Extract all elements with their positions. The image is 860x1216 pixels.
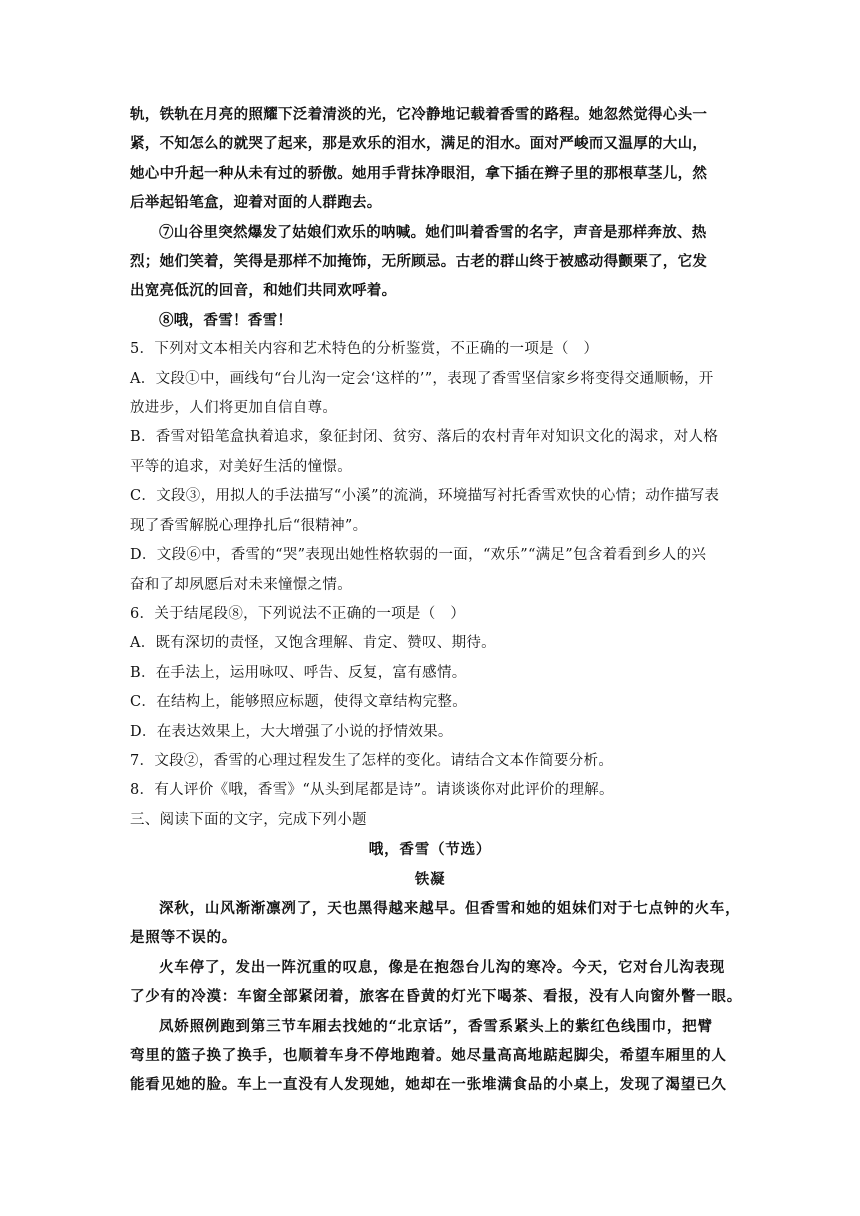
option-c: C．在结构上，能够照应标题，使得文章结构完整。 <box>130 694 467 711</box>
passage-paragraph-6 <box>130 100 730 218</box>
text-line: 紧，不知怎么的就哭了起来，那是欢乐的泪水，满足的泪水。面对严峻而又温厚的大山， <box>130 135 708 153</box>
text-line: 她心中升起一种从未有过的骄傲。她用手背抹净眼泪，拿下插在辫子里的那根草茎儿，然 <box>130 164 708 182</box>
question-6 <box>130 600 730 747</box>
option-a: A．既有深切的责怪，又饱含理解、肯定、赞叹、期待。 <box>130 635 496 652</box>
text-line: 弯里的篮子换了换手，也顺着车身不停地跑着。她尽量高高地踮起脚尖，希望车厢里的人 <box>130 1047 727 1064</box>
option-b: B．在手法上，运用咏叹、呼告、反复，富有感情。 <box>130 664 467 681</box>
question-5 <box>130 335 730 600</box>
article-author: 铁凝 <box>414 870 446 888</box>
text-line: 是照等不误的。 <box>130 929 238 947</box>
option-c-cont: 现了香雪解脱心理挣扎后“很精神”。 <box>130 517 368 534</box>
text-line: ⑦山谷里突然爆发了姑娘们欢乐的呐喊。她们叫着香雪的名字，声音是那样奔放、热 <box>159 223 707 241</box>
option-b: B．香雪对铅笔盒执着追求，象征封闭、贫穷、落后的农村青年对知识文化的渴求，对人格 <box>130 429 719 446</box>
text-line: 了少有的冷漠：车窗全部紧闭着，旅客在昏黄的灯光下喝茶、看报，没有人向窗外瞥一眼。 <box>130 988 742 1006</box>
option-c: C．文段③，用拟人的手法描写“小溪”的流淌，环境描写衬托香雪欢快的心情；动作描写表 <box>130 488 720 505</box>
text-line: 烈；她们笑着，笑得是那样不加掩饰，无所顾忌。古老的群山终于被感动得颤栗了，它发 <box>130 253 708 271</box>
text-line: 火车停了，发出一阵沉重的叹息，像是在抱怨台儿沟的寒冷。今天，它对台儿沟表现 <box>159 958 726 976</box>
question-stem: 5．下列对文本相关内容和艺术特色的分析鉴赏，不正确的一项是（ ） <box>130 341 599 358</box>
option-a-cont: 放进步，人们将更加自信自尊。 <box>130 400 338 417</box>
question-7: 7．文段②，香雪的心理过程发生了怎样的变化。请结合文本作简要分析。 <box>130 752 614 769</box>
passage-paragraph-8: ⑧哦，香雪！香雪！ <box>159 311 293 329</box>
article-paragraph-3 <box>130 1012 730 1100</box>
article-paragraph-2 <box>130 953 742 1012</box>
article-title: 哦，香雪（节选） <box>368 841 492 859</box>
text-line: 出宽亮低沉的回音，和她们共同欢呼着。 <box>130 282 397 300</box>
question-8: 8．有人评价《哦，香雪》“从头到尾都是诗”。请谈谈你对此评价的理解。 <box>130 782 614 799</box>
passage-paragraph-7 <box>130 218 730 306</box>
text-line: 能看见她的脸。车上一直没有人发现她，她却在一张堆满食品的小桌上，发现了渴望已久 <box>130 1076 727 1094</box>
question-stem: 6．关于结尾段⑧，下列说法不正确的一项是（ ） <box>130 605 466 622</box>
option-b-cont: 平等的追求，对美好生活的憧憬。 <box>130 458 352 475</box>
option-d-cont: 奋和了却夙愿后对未来憧憬之情。 <box>130 576 352 593</box>
article-paragraph-1 <box>130 894 741 953</box>
text-line: 凤娇照例跑到第三节车厢去找她的“北京话”，香雪系紧头上的紫红色线围巾，把臂 <box>159 1017 713 1035</box>
text-line: 深秋，山风渐渐凛冽了，天也黑得越来越早。但香雪和她的姐妹们对于七点钟的火车， <box>159 899 741 917</box>
document-page <box>130 100 742 1100</box>
text-line: 后举起铅笔盒，迎着对面的人群跑去。 <box>130 194 382 212</box>
section-heading: 三、阅读下面的文字，完成下列小题 <box>130 811 367 828</box>
text-line: 轨，铁轨在月亮的照耀下泛着清淡的光，它冷静地记载着香雪的路程。她忽然觉得心头一 <box>130 106 708 123</box>
option-d: D．文段⑥中，香雪的“哭”表现出她性格软弱的一面，“欢乐”“满足”包含着看到乡人的兴 <box>130 547 707 564</box>
option-d: D．在表达效果上，大大增强了小说的抒情效果。 <box>130 723 453 740</box>
option-a: A．文段①中，画线句“台儿沟一定会‘这样的’”，表现了香雪坚信家乡将变得交通顺畅，开 <box>130 370 714 387</box>
